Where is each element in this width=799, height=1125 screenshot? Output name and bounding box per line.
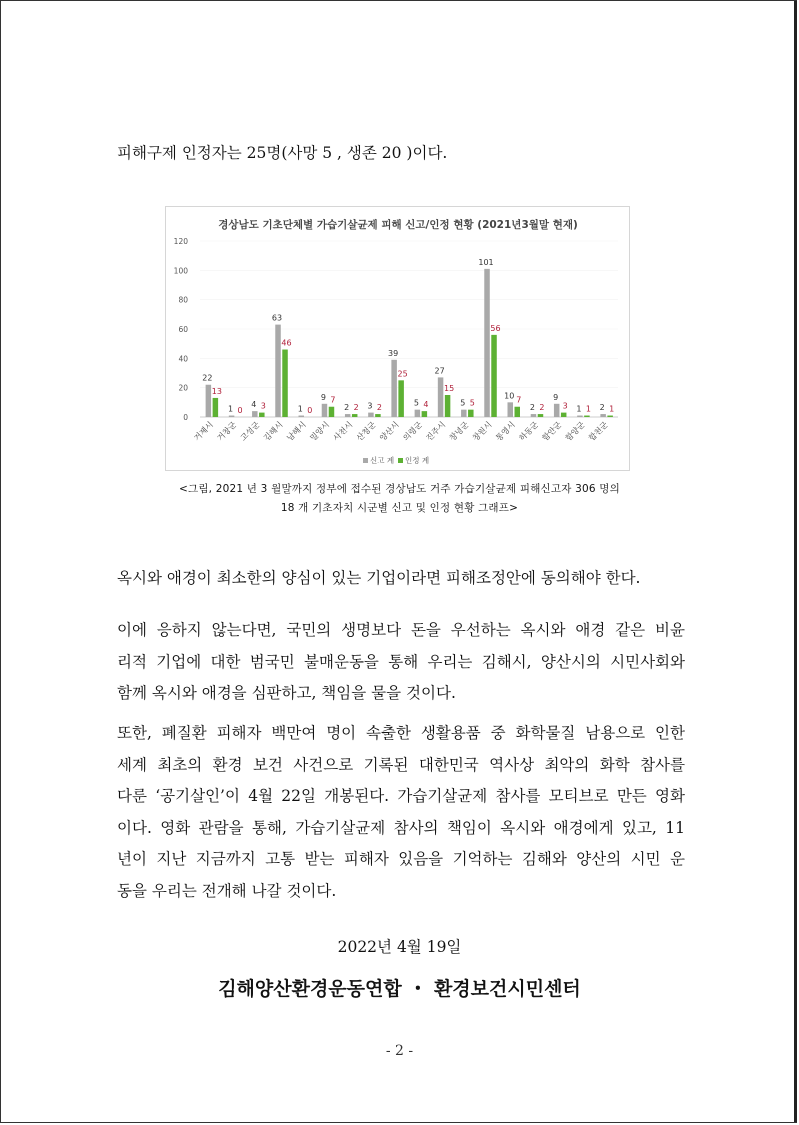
bar-recognized xyxy=(329,407,335,417)
y-tick-label: 0 xyxy=(183,413,188,422)
data-label-recognized: 25 xyxy=(397,369,408,379)
bar-chart xyxy=(166,207,631,472)
x-tick-label: 거창군 xyxy=(215,420,239,443)
data-label-recognized: 7 xyxy=(516,395,522,405)
paragraph-1 xyxy=(117,563,685,595)
data-label-recognized: 2 xyxy=(376,403,382,413)
x-tick-label: 거제시 xyxy=(192,420,216,443)
x-tick-label: 양산시 xyxy=(378,420,401,443)
y-tick-label: 100 xyxy=(173,266,188,276)
paragraph-3-line-1: 또한, 폐질환 피해자 백만여 명이 속출한 생활용품 중 화학물질 남용으로 인한 xyxy=(117,724,685,742)
bar-reported xyxy=(554,404,560,417)
bar-reported xyxy=(531,414,537,417)
y-tick-label: 20 xyxy=(178,383,188,393)
data-label-reported: 39 xyxy=(388,348,399,358)
x-tick-label: 의령군 xyxy=(401,420,425,443)
page-number: - 2 - xyxy=(385,1043,414,1059)
data-label-reported: 9 xyxy=(320,392,327,402)
bar-recognized xyxy=(584,416,590,417)
x-tick-label: 합천군 xyxy=(587,420,610,443)
legend-swatch-recognized xyxy=(398,458,403,463)
x-tick-label: 창원시 xyxy=(470,420,494,443)
bar-recognized xyxy=(607,416,613,417)
x-tick-label: 남해시 xyxy=(285,420,308,443)
data-label-reported: 27 xyxy=(434,366,445,376)
bar-recognized xyxy=(398,380,404,417)
bar-reported xyxy=(577,416,583,417)
paragraph-3-line-4: 이다. 영화 관람을 통해, 가습기살균제 참사의 책임이 옥시와 애경에게 있고, 11 xyxy=(117,818,685,837)
bar-reported xyxy=(345,414,351,417)
paragraph-2-line-2: 리적 기업에 대한 범국민 불매운동을 통해 우리는 김해시, 양산시의 시민사회와 xyxy=(117,652,685,671)
bar-recognized xyxy=(352,414,358,417)
data-label-reported: 5 xyxy=(460,398,466,408)
data-label-recognized: 3 xyxy=(562,401,568,411)
legend-label-recognized: 인정 계 xyxy=(405,456,430,465)
data-label-reported: 4 xyxy=(251,400,257,410)
bar-recognized xyxy=(515,407,521,417)
bar-recognized xyxy=(422,411,428,417)
document-date: 2022년 4월 19일 xyxy=(337,938,462,956)
paragraph-2-line-3: 함께 옥시와 애경을 심판하고, 책임을 물을 것이다. xyxy=(117,684,456,702)
paragraph-3-line-6: 동을 우리는 전개해 나갈 것이다. xyxy=(117,881,337,900)
bar-recognized xyxy=(538,414,544,417)
bar-recognized xyxy=(468,410,474,417)
y-tick-label: 60 xyxy=(178,325,188,334)
bar-reported xyxy=(229,416,235,417)
bar-reported xyxy=(368,413,374,417)
data-label-reported: 2 xyxy=(599,403,605,413)
bar-reported xyxy=(600,414,606,417)
data-label-reported: 1 xyxy=(576,404,582,414)
bar-reported xyxy=(484,269,490,417)
data-label-reported: 3 xyxy=(367,401,373,411)
data-label-reported: 63 xyxy=(271,313,283,323)
bar-reported xyxy=(299,416,305,417)
y-tick-label: 40 xyxy=(178,354,188,364)
x-tick-label: 사천시 xyxy=(331,420,355,443)
data-label-reported: 101 xyxy=(478,257,494,267)
data-label-reported: 22 xyxy=(202,373,213,383)
bar-reported xyxy=(461,410,467,417)
x-tick-label: 하동군 xyxy=(517,420,541,443)
legend-swatch-reported xyxy=(363,458,368,463)
data-label-recognized: 13 xyxy=(211,386,222,396)
bar-reported xyxy=(322,404,328,417)
paragraph-2-line-1: 이에 응하지 않는다면, 국민의 생명보다 돈을 우선하는 옥시와 애경 같은 비윤 xyxy=(117,621,685,639)
organization-name: 김해양산환경운동연합 ・ 환경보건시민센터 xyxy=(218,978,581,1000)
data-label-reported: 2 xyxy=(529,403,536,413)
x-tick-label: 김해시 xyxy=(261,420,285,443)
data-label-recognized: 0 xyxy=(307,406,313,415)
paragraph-3-line-3: 다룬 ‘공기살인’이 4월 22일 개봉된다. 가습기살균제 참사를 모티브로 만든 영화 xyxy=(117,787,685,805)
bar-recognized xyxy=(561,413,567,417)
paragraph-3-line-5: 년이 지난 지금까지 고통 받는 피해자 있음을 기억하는 김해와 양산의 시민 운 xyxy=(117,850,685,868)
paragraph-3-line-2: 세계 최초의 환경 보건 사건으로 기록된 대한민국 역사상 최악의 화학 참사를 xyxy=(117,755,685,774)
x-tick-label: 함양군 xyxy=(563,420,587,443)
data-label-reported: 1 xyxy=(228,404,234,414)
bar-reported xyxy=(415,410,421,417)
bar-reported xyxy=(275,325,281,417)
data-label-recognized: 1 xyxy=(609,404,615,414)
data-label-recognized: 7 xyxy=(330,395,336,405)
bar-reported xyxy=(391,360,397,417)
chart-figure xyxy=(165,206,630,471)
x-tick-label: 밀양시 xyxy=(308,420,332,443)
data-label-reported: 2 xyxy=(344,403,350,413)
bar-recognized xyxy=(213,398,219,417)
data-label-recognized: 46 xyxy=(281,338,292,348)
data-label-reported: 10 xyxy=(504,391,515,401)
paragraph-3 xyxy=(117,718,685,907)
bar-reported xyxy=(508,402,514,417)
data-label-recognized: 5 xyxy=(469,398,475,408)
intro-paragraph: 피해구제 인정자는 25명(사망 5 , 생존 20 )이다. xyxy=(117,144,448,162)
data-label-recognized: 15 xyxy=(443,384,455,393)
bar-reported xyxy=(438,377,444,417)
bar-recognized xyxy=(282,350,288,417)
data-label-recognized: 4 xyxy=(423,400,429,410)
x-tick-label: 고성군 xyxy=(238,420,262,443)
bar-recognized xyxy=(375,414,381,417)
data-label-recognized: 56 xyxy=(490,323,501,333)
bar-reported xyxy=(252,411,257,417)
chart-caption-line-1: <그림, 2021 년 3 월말까지 정부에 접수된 경상남도 거주 가습기살균제 피해신고자 306 명의 xyxy=(178,483,620,495)
data-label-recognized: 2 xyxy=(353,403,359,413)
data-label-recognized: 3 xyxy=(260,401,266,411)
y-tick-label: 120 xyxy=(173,237,188,246)
paragraph-1-line: 옥시와 애경이 최소한의 양심이 있는 기업이라면 피해조정안에 동의해야 한다. xyxy=(117,569,641,587)
bar-recognized xyxy=(445,395,451,417)
bar-recognized xyxy=(491,335,497,417)
data-label-reported: 1 xyxy=(297,404,303,414)
y-tick-label: 80 xyxy=(178,295,188,305)
legend-label-reported: 신고 계 xyxy=(370,456,395,465)
x-tick-label: 산청군 xyxy=(354,420,378,443)
data-label-reported: 9 xyxy=(553,392,559,402)
chart-title: 경상남도 기초단체별 가습기살균제 피해 신고/인정 현황 (2021년3월말 현재) xyxy=(218,219,578,231)
x-tick-label: 함안군 xyxy=(540,420,564,443)
paragraph-2 xyxy=(117,615,685,710)
x-tick-label: 진주시 xyxy=(424,420,448,443)
x-tick-label: 창녕군 xyxy=(447,420,471,443)
data-label-reported: 5 xyxy=(413,398,419,408)
data-label-recognized: 0 xyxy=(237,406,243,415)
chart-caption-line-2: 18 개 기초자치 시군별 신고 및 인정 현황 그래프> xyxy=(280,502,519,514)
x-tick-label: 통영시 xyxy=(494,420,517,443)
bar-reported xyxy=(206,385,212,417)
bar-recognized xyxy=(259,413,265,417)
data-label-recognized: 1 xyxy=(585,404,591,414)
data-label-recognized: 2 xyxy=(539,403,545,413)
